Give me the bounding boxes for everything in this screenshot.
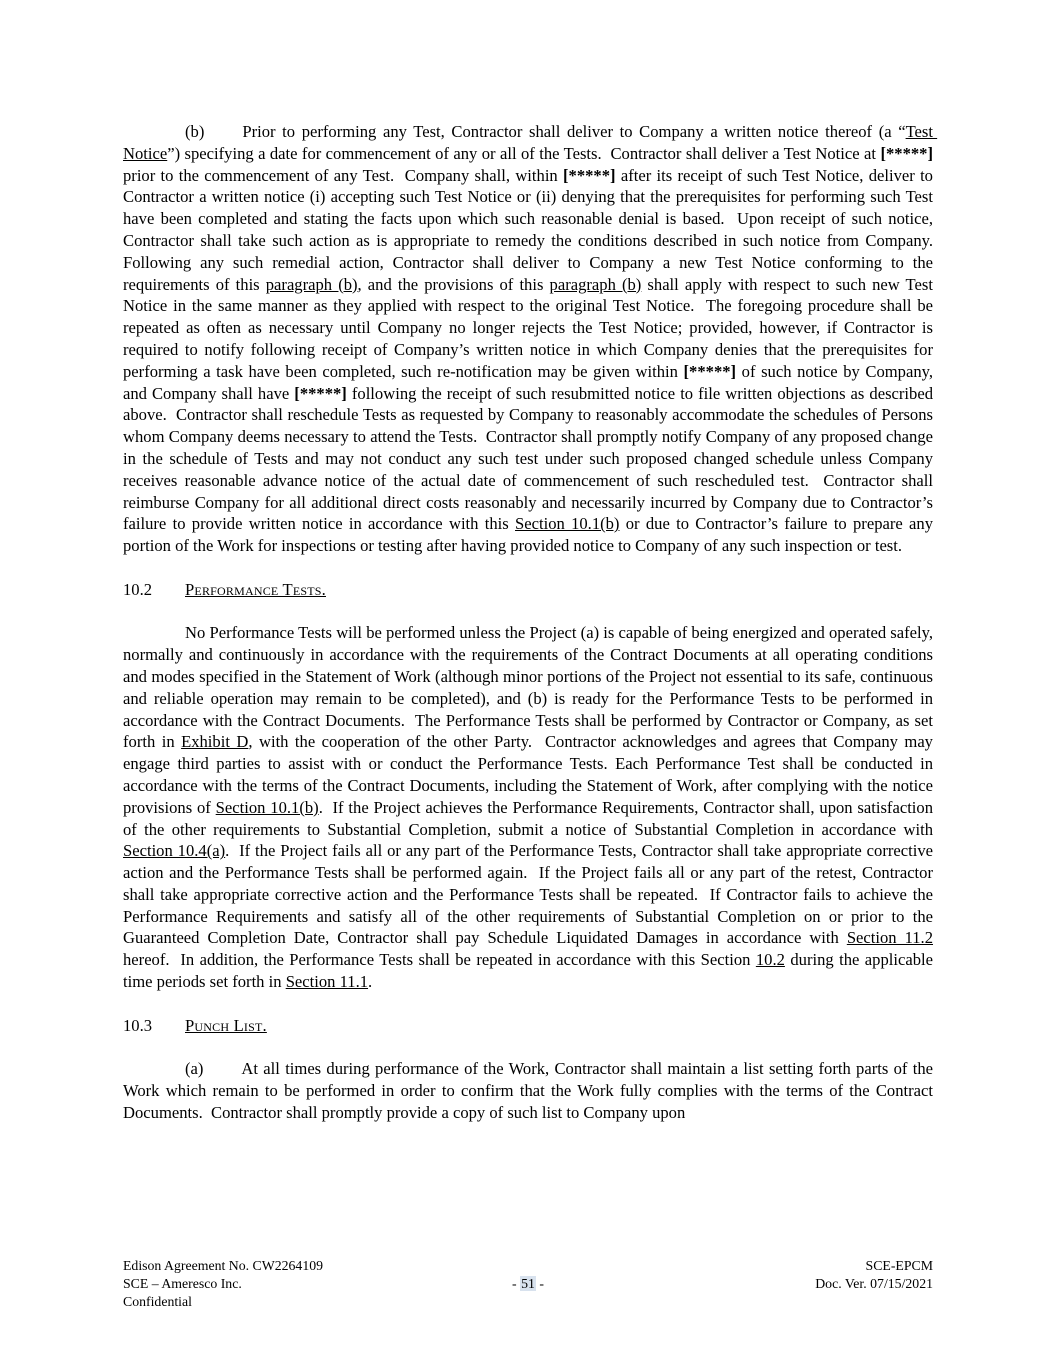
text-run: following the receipt of such resubmitted notice to file written objections as described above. Contractor shall reschedule Tests as requested by Company to reasonably accommodate the schedules of Persons whom Company deems necessary to attend the Tests. Contractor shall promptly notify Company of any proposed change in the schedule of Tests and may not conduct any such test under such proposed changed schedule unless Company receives reasonable advance notice of the actual date of commencement of such rescheduled test. Contractor shall reimburse Company for all additional direct costs reasonably and necessarily incurred by Company due to Contractor’s failure to provide written notice in accordance with this — [123, 383, 938, 534]
cross-reference: paragraph (b) — [549, 274, 642, 294]
footer-confidential-label: Confidential — [123, 1294, 192, 1310]
footer-agreement-number: Edison Agreement No. CW2264109 — [123, 1258, 324, 1273]
cross-reference: Test Notice — [123, 122, 938, 163]
text-run: or due to Contractor’s failure to prepare any portion of the Work for inspections or testing after having provided notice to Company of any such inspection or test. — [123, 514, 938, 556]
cross-reference: Section 10.1(b) — [215, 797, 319, 817]
text-run: Prior to performing any Test, Contractor shall deliver to Company a written notice thereof (a “ — [242, 122, 906, 141]
footer-parties: SCE – Ameresco Inc. — [123, 1276, 242, 1292]
redacted-value: [*****] — [294, 383, 347, 403]
redacted-value: [*****] — [880, 143, 933, 163]
text-run: No Performance Tests will be performed unless the Project (a) is capable of being energized and operated safely, normally and continuously in accordance with the requirements of the Contract Documents at all operating conditions and modes specified in the Statement of Work (although minor portions of the Project not essential to its safe, continuous and reliable operation may remain to be completed), and (b) is ready for the Performance Tests to be performed in accordance with the Contract Documents. The Performance Tests shall be performed by Contractor or Company, as set forth in — [123, 623, 938, 752]
text-run: ”) specifying a date for commencement of any or all of the Tests. Contractor shall deliver a Test Notice at — [167, 143, 881, 163]
footer-doc-version: Doc. Ver. 07/15/2021 — [815, 1276, 933, 1292]
page-number-suffix: - — [535, 1276, 544, 1292]
document-body — [123, 121, 942, 1145]
footer-page-number — [123, 1275, 933, 1293]
text-run: (b) — [185, 122, 205, 141]
page-number-field: 51 — [521, 1276, 535, 1292]
paragraph-10-3-a — [123, 1058, 938, 1123]
cross-reference: paragraph (b) — [265, 274, 358, 294]
text-run: (a) — [185, 1059, 204, 1079]
text-run: of such notice by Company, and Company shall have — [123, 361, 938, 403]
cross-reference: Section 11.2 — [846, 928, 933, 948]
text-run: . — [368, 972, 373, 992]
text-run: hereof. In addition, the Performance Tests shall be repeated in accordance with this Section — [123, 928, 938, 970]
paragraph-10-1-b — [123, 121, 942, 557]
paragraph-10-2 — [123, 622, 938, 993]
cross-reference: Section 11.1 — [285, 972, 369, 992]
page-number-prefix: - — [512, 1276, 521, 1292]
cross-reference: 10.2 — [755, 950, 785, 970]
redacted-value: [*****] — [683, 361, 737, 381]
text-run: during the applicable time periods set forth in — [123, 950, 938, 992]
redacted-value: [*****] — [563, 165, 616, 185]
text-run: after its receipt of such Test Notice, deliver to Contractor a written notice (i) accepting such Test Notice or (ii) denying that the prerequisites for performing such Test have been completed and stating the facts upon which such reasonable denial is based. Upon receipt of such notice, Contractor shall take such action as is appropriate to remedy the conditions described in such notice from Company. Following any such remedial action, Contractor shall deliver to Company a new Test Notice conforming to the requirements of this — [123, 165, 942, 294]
cross-reference: Exhibit D — [181, 732, 249, 752]
text-run: . If the Project fails all or any part of the Performance Tests, Contractor shall take appropriate corrective action and the Performance Tests shall be performed again. If the Project fails all or any part of the retest, Contractor shall take appropriate corrective action and the Performance Tests shall be repeated. If Contractor fails to achieve the Performance Requirements and satisfy all of the other requirements of Substantial Completion on or prior to the Guaranteed Completion Date, Contractor shall pay Schedule Liquidated Damages in accordance with — [123, 841, 938, 948]
cross-reference: Section 10.1(b) — [515, 514, 620, 534]
footer-right-block — [815, 1257, 933, 1293]
footer-doc-type: SCE-EPCM — [865, 1258, 933, 1273]
section-number: 10.2 — [123, 579, 153, 599]
section-number: 10.3 — [123, 1015, 153, 1035]
text-run: , with the cooperation of the other Party. Contractor acknowledges and agrees that Company may engage third parties to assist with or conduct the Performance Tests. Each Performance Test shall be conducted in accordance with the terms of the Contract Documents, including the Statement of Work, after complying with the notice provisions of — [123, 732, 938, 817]
text-run: prior to the commencement of any Test. Company shall, within — [123, 143, 938, 185]
section-title: Punch List. — [185, 1015, 267, 1035]
heading-10-3 — [123, 1015, 933, 1037]
text-run: At all times during performance of the Work, Contractor shall maintain a list setting forth parts of the Work which remain to be performed in order to confirm that the Work fully complies with the terms of the Contract Documents. Contractor shall promptly provide a copy of such list to Company upon — [123, 1059, 938, 1122]
cross-reference: Section 10.4(a) — [123, 841, 226, 861]
text-run: , and the provisions of this — [357, 274, 550, 294]
heading-10-2 — [123, 579, 933, 601]
section-title: Performance Tests. — [185, 579, 326, 599]
text-run: . If the Project achieves the Performance Requirements, Contractor shall, upon satisfaction of the other requirements to Substantial Completion, submit a notice of Substantial Completion in accordance with — [123, 797, 938, 839]
text-run: shall apply with respect to such new Test Notice in the same manner as they applied with respect to the original Test Notice. The foregoing procedure shall be repeated as often as necessary until Company no longer rejects the Test Notice; provided, however, if Contractor is required to notify following receipt of Company’s written notice in which Company denies that the prerequisites for performing a task have been completed, such re-notification may be given within — [123, 274, 938, 381]
